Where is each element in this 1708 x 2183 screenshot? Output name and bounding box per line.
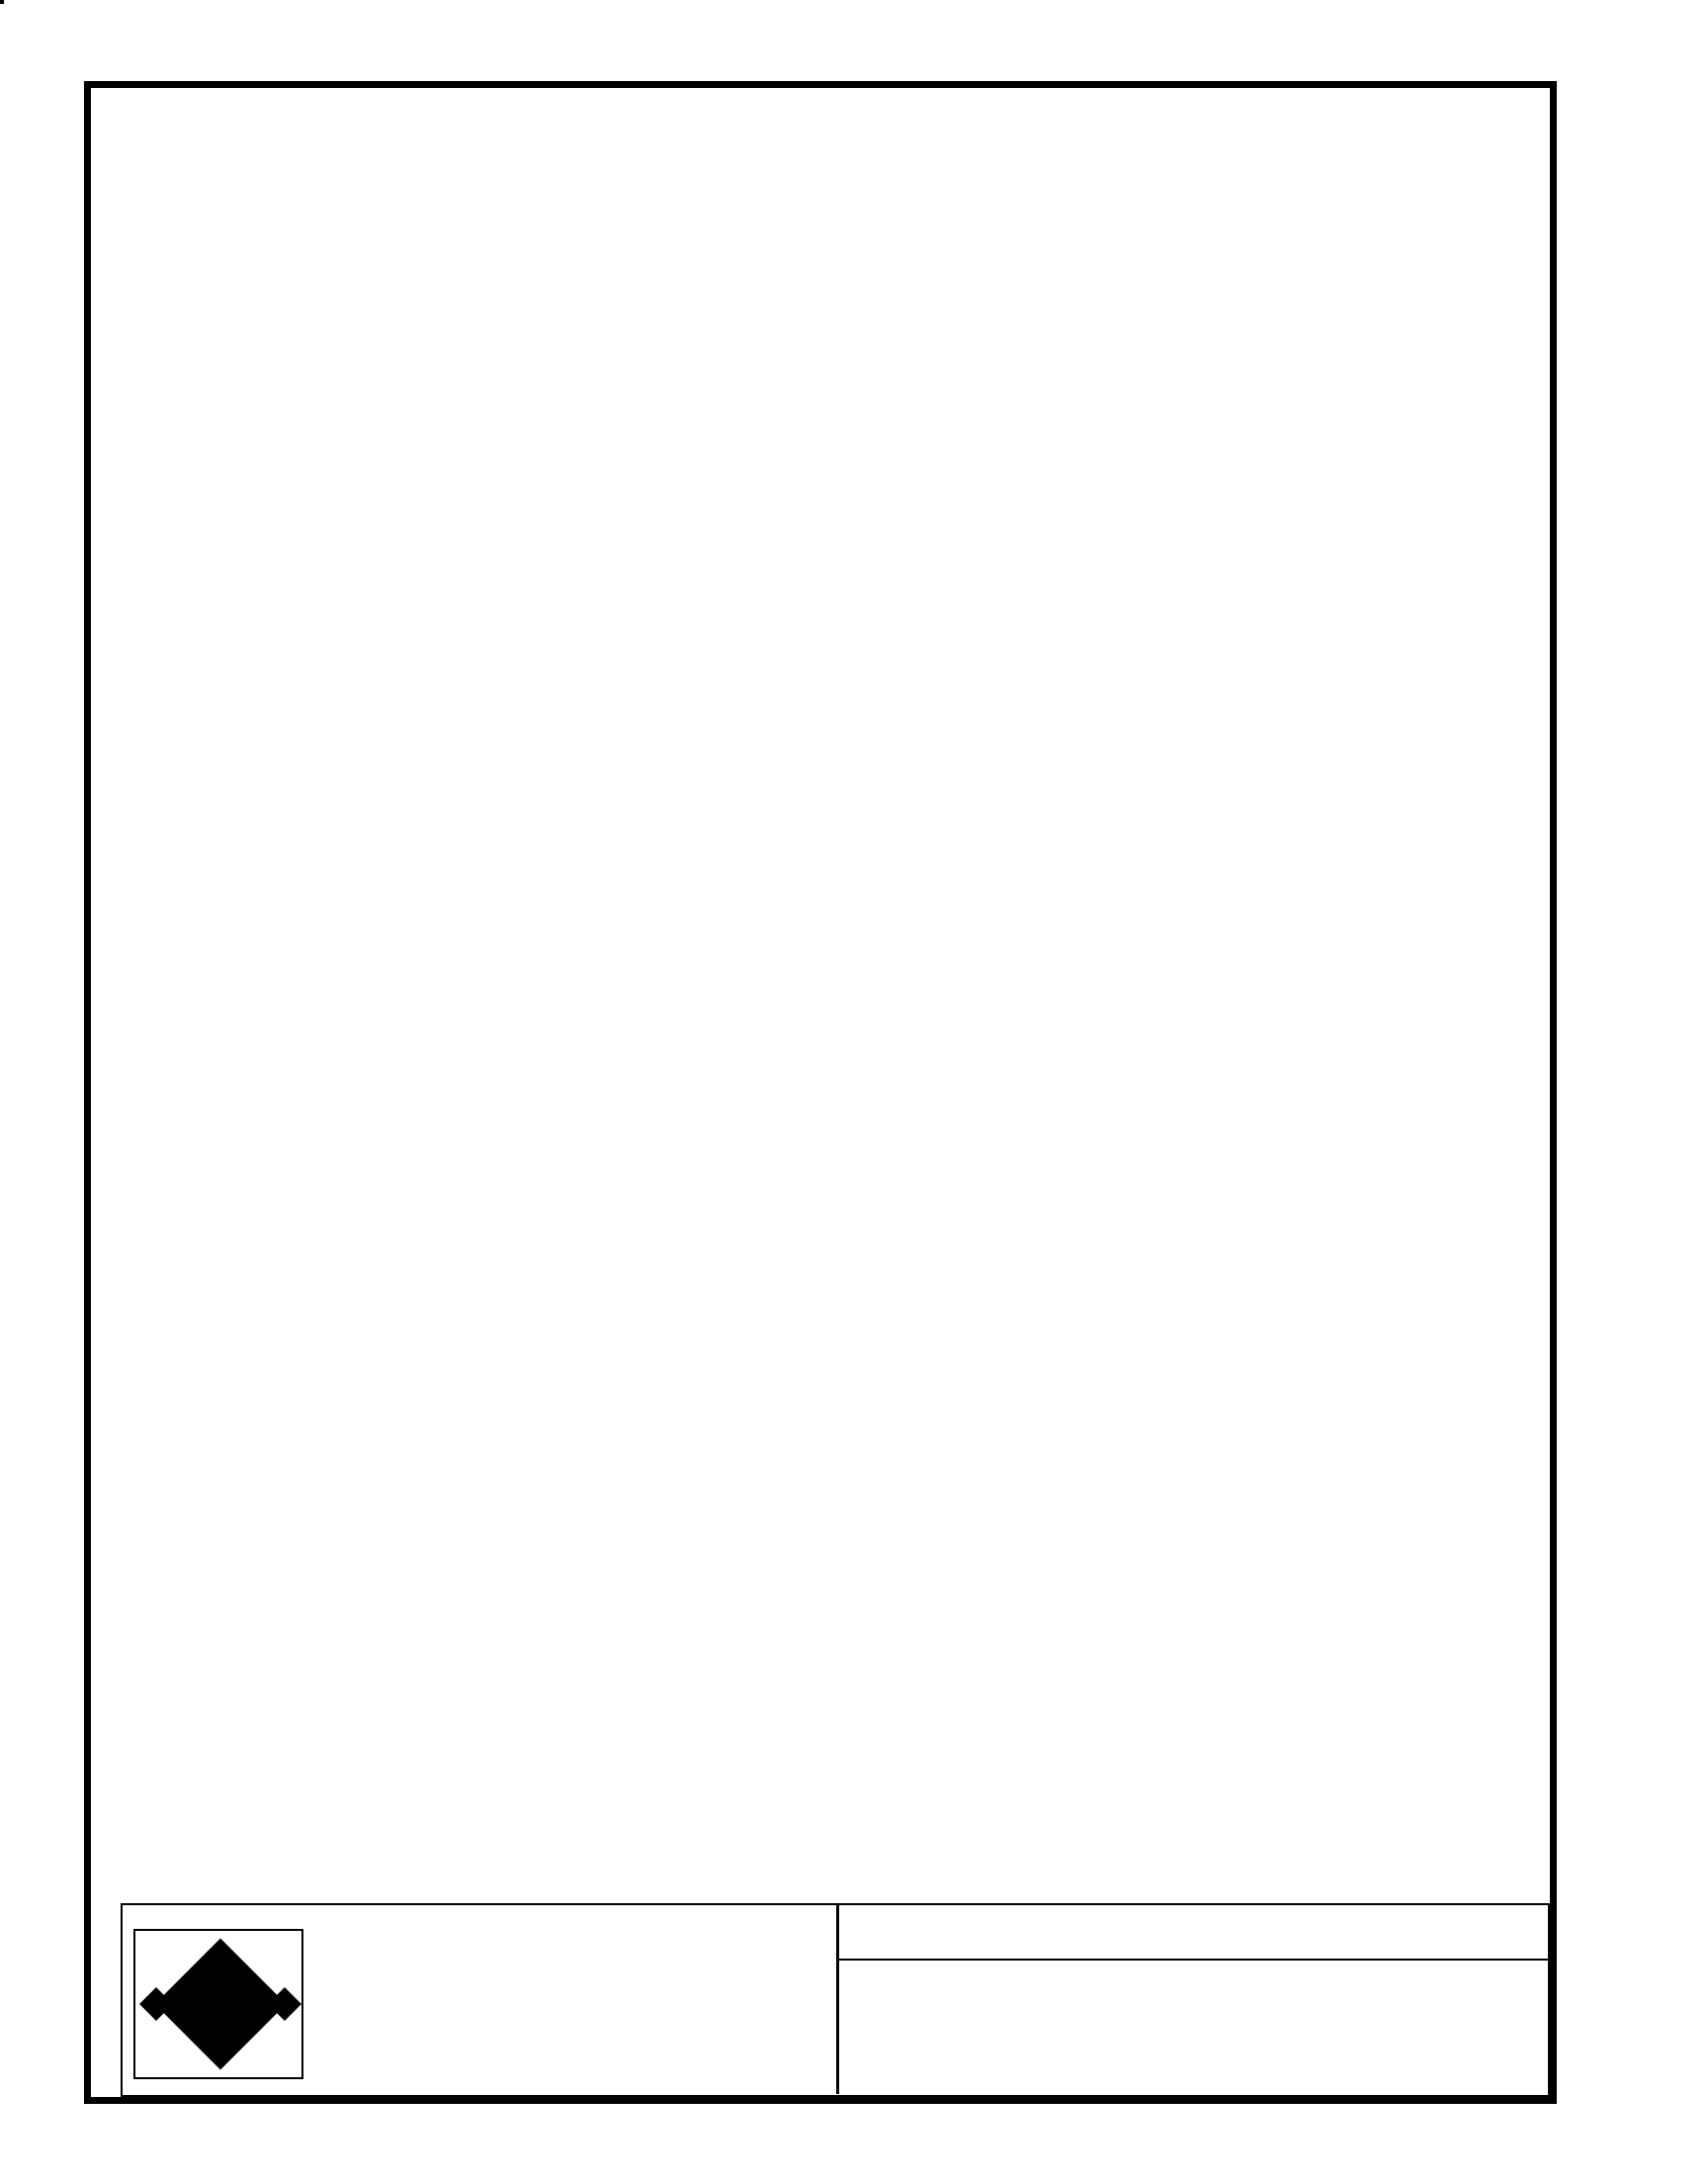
company-logo (133, 1929, 303, 2079)
report-title (836, 1905, 1549, 1961)
gradation-table (0, 0, 4, 4)
footer-block (121, 1903, 1550, 2097)
logo-diamond-icon (155, 1939, 287, 2070)
